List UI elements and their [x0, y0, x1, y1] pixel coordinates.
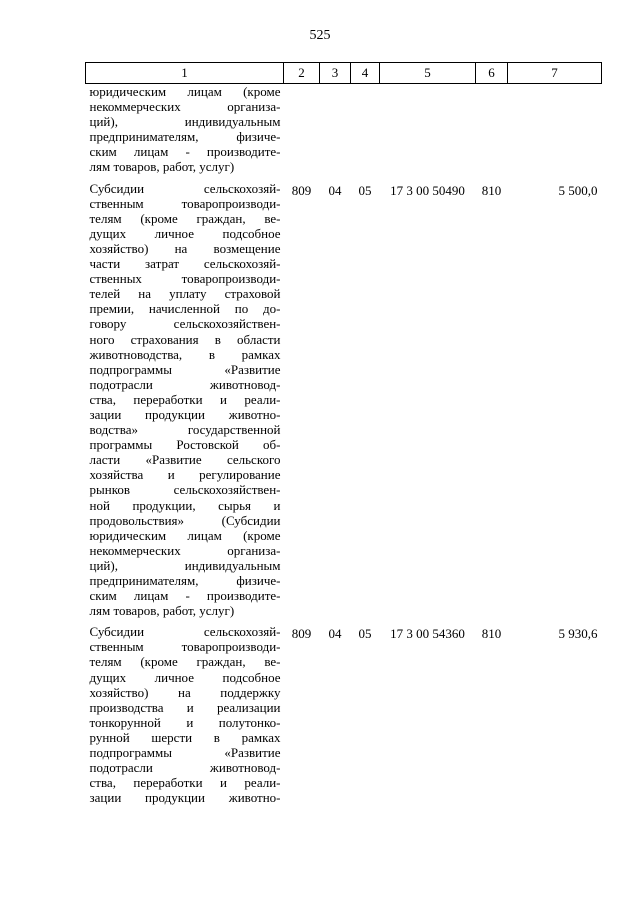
header-col-1: 1 [86, 63, 284, 84]
cell-amount: 5 500,0 [558, 182, 598, 198]
description-line: ским лицам - производите- [89, 588, 281, 604]
table-row [86, 624, 602, 811]
description-line: премии, начисленной по до- [89, 301, 281, 317]
description-line: дущих личное подсобное [89, 225, 281, 241]
description-line: некоммерческих организа- [89, 99, 281, 115]
description-line: хозяйство) на возмещение [89, 240, 281, 256]
cell-expense-type: 810 [481, 626, 502, 642]
page-number: 525 [309, 28, 331, 43]
description-line: подотрасли животновод- [89, 376, 281, 392]
description-line: ственным товаропроизводи- [89, 639, 281, 655]
description-line: Субсидии сельскохозяй- [89, 624, 281, 640]
cell-empty [320, 84, 351, 181]
header-col-7: 7 [508, 63, 602, 84]
cell-ministry-code: 809 [291, 626, 312, 642]
budget-table [85, 62, 602, 811]
description-line: части затрат сельскохозяй- [89, 256, 281, 272]
header-col-5: 5 [380, 63, 476, 84]
cell-empty [380, 84, 476, 181]
table-header-row [86, 63, 602, 84]
description-line: животноводства, в рамках [89, 346, 281, 362]
description-line: рынков сельскохозяйствен- [89, 482, 281, 498]
description-line: ций), индивидуальным [89, 557, 281, 573]
cell-empty [476, 84, 508, 181]
cell-section-code: 04 [328, 182, 342, 198]
cell-target-article: 17 3 00 50490 [390, 182, 465, 198]
description-line: дущих личное подсобное [89, 669, 281, 685]
description-line: предпринимателям, физиче- [89, 129, 281, 145]
cell-amount: 5 930,6 [558, 626, 598, 642]
description-line: юридическим лицам (кроме [89, 527, 281, 543]
cell-expense-type: 810 [481, 182, 502, 198]
description-line: зации продукции животно- [89, 406, 281, 422]
header-col-6: 6 [476, 63, 508, 84]
row-description [86, 181, 284, 625]
description-line: хозяйства и регулирование [89, 467, 281, 483]
description-line: Субсидии сельскохозяй- [89, 180, 281, 196]
description-line: телям (кроме граждан, ве- [89, 654, 281, 670]
description-line: ства, переработки и реали- [89, 775, 281, 791]
row-description [86, 84, 284, 181]
cell-subsection-code: 05 [358, 626, 372, 642]
table-row-continuation [86, 84, 602, 181]
cell-section-code: 04 [328, 626, 342, 642]
description-line: хозяйство) на поддержку [89, 684, 281, 700]
description-line: телей на уплату страховой [89, 286, 281, 302]
header-col-2: 2 [284, 63, 320, 84]
description-line: рунной шерсти в рамках [89, 729, 281, 745]
description-line: ций), индивидуальным [89, 114, 281, 130]
description-line: ства, переработки и реали- [89, 391, 281, 407]
description-line: ским лицам - производите- [89, 144, 281, 160]
description-line: предпринимателям, физиче- [89, 573, 281, 588]
description-line: водства» государственной [89, 422, 281, 438]
header-col-3: 3 [320, 63, 351, 84]
cell-empty [508, 84, 602, 181]
header-col-4: 4 [351, 63, 380, 84]
description-line: говору сельскохозяйствен- [89, 316, 281, 332]
description-line: подпрограммы «Развитие [89, 745, 281, 761]
cell-ministry-code: 809 [291, 182, 312, 198]
description-line: тонкорунной и полутонко- [89, 714, 281, 730]
description-line: ной продукции, сырья и [89, 497, 281, 513]
description-line: юридическим лицам (кроме [89, 84, 281, 99]
description-line: ственным товаропроизводи- [89, 195, 281, 211]
description-line: ственных товаропроизводи- [89, 271, 281, 287]
description-line: производства и реализации [89, 699, 281, 715]
description-line: зации продукции животно- [89, 790, 281, 806]
cell-empty [351, 84, 380, 181]
description-line: продовольствия» (Субсидии [89, 512, 281, 528]
cell-target-article: 17 3 00 54360 [390, 626, 465, 642]
description-line: телям (кроме граждан, ве- [89, 210, 281, 226]
description-line: лям товаров, работ, услуг) [89, 159, 235, 175]
description-line: подпрограммы «Развитие [89, 361, 281, 377]
description-line: некоммерческих организа- [89, 542, 281, 558]
description-line: подотрасли животновод- [89, 760, 281, 776]
description-line: программы Ростовской об- [89, 437, 281, 453]
row-description [86, 624, 284, 811]
cell-empty [284, 84, 320, 181]
description-line: ласти «Развитие сельского [89, 452, 281, 468]
table-row [86, 181, 602, 625]
description-line: ного страхования в области [89, 331, 281, 347]
description-line: лям товаров, работ, услуг) [89, 603, 235, 619]
cell-subsection-code: 05 [358, 182, 372, 198]
